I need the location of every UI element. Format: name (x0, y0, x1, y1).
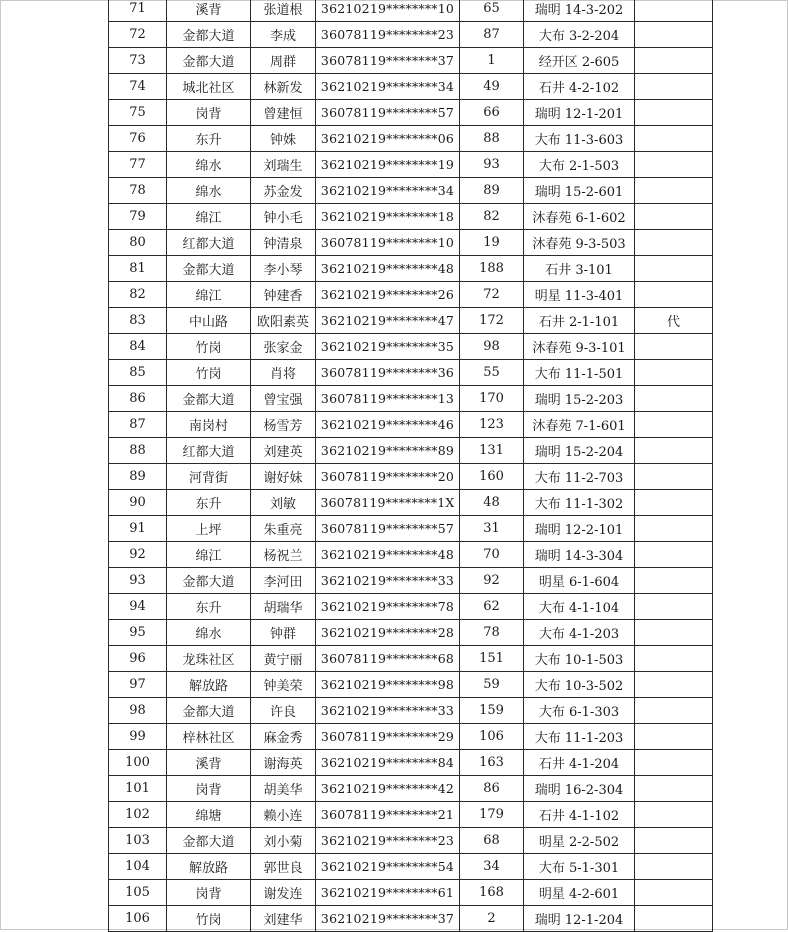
community-cell: 绵塘 (167, 802, 251, 828)
count-cell: 88 (460, 126, 524, 152)
table-row (109, 48, 713, 74)
note-cell (635, 698, 713, 724)
count-cell: 72 (460, 282, 524, 308)
count-cell: 159 (460, 698, 524, 724)
name-cell: 林新发 (251, 74, 316, 100)
table-row (109, 880, 713, 906)
note-cell (635, 204, 713, 230)
address-cell: 明星 4-2-601 (524, 880, 635, 906)
name-cell: 钟美荣 (251, 672, 316, 698)
count-cell: 163 (460, 750, 524, 776)
id-number-cell: 36210219********37 (316, 906, 460, 932)
id-number-cell: 36210219********61 (316, 880, 460, 906)
name-cell: 刘瑞生 (251, 152, 316, 178)
row-number-cell: 78 (109, 178, 167, 204)
community-cell: 东升 (167, 490, 251, 516)
id-number-cell: 36078119********37 (316, 48, 460, 74)
count-cell: 1 (460, 48, 524, 74)
row-number-cell: 98 (109, 698, 167, 724)
address-cell: 大布 5-1-301 (524, 854, 635, 880)
community-cell: 金都大道 (167, 828, 251, 854)
name-cell: 张道根 (251, 0, 316, 22)
community-cell: 红都大道 (167, 230, 251, 256)
name-cell: 钟群 (251, 620, 316, 646)
note-cell (635, 282, 713, 308)
count-cell: 172 (460, 308, 524, 334)
name-cell: 曾建恒 (251, 100, 316, 126)
count-cell: 98 (460, 334, 524, 360)
name-cell: 黄宁丽 (251, 646, 316, 672)
address-cell: 瑞明 12-2-101 (524, 516, 635, 542)
table-row (109, 100, 713, 126)
row-number-cell: 72 (109, 22, 167, 48)
id-number-cell: 36210219********48 (316, 542, 460, 568)
note-cell (635, 516, 713, 542)
note-cell (635, 542, 713, 568)
count-cell: 59 (460, 672, 524, 698)
count-cell: 106 (460, 724, 524, 750)
table-row (109, 620, 713, 646)
name-cell: 李成 (251, 22, 316, 48)
row-number-cell: 80 (109, 230, 167, 256)
count-cell: 87 (460, 22, 524, 48)
address-cell: 瑞明 14-3-202 (524, 0, 635, 22)
community-cell: 东升 (167, 594, 251, 620)
name-cell: 谢好妹 (251, 464, 316, 490)
table-row (109, 256, 713, 282)
name-cell: 朱重亮 (251, 516, 316, 542)
note-cell (635, 22, 713, 48)
note-cell (635, 230, 713, 256)
name-cell: 杨祝兰 (251, 542, 316, 568)
address-cell: 大布 3-2-204 (524, 22, 635, 48)
name-cell: 钟清泉 (251, 230, 316, 256)
community-cell: 竹岗 (167, 906, 251, 932)
community-cell: 竹岗 (167, 360, 251, 386)
address-cell: 瑞明 12-1-201 (524, 100, 635, 126)
address-cell: 明星 6-1-604 (524, 568, 635, 594)
id-number-cell: 36210219********23 (316, 828, 460, 854)
address-cell: 大布 4-1-104 (524, 594, 635, 620)
roster-body (109, 0, 713, 932)
table-row (109, 412, 713, 438)
table-row (109, 672, 713, 698)
count-cell: 31 (460, 516, 524, 542)
note-cell (635, 672, 713, 698)
id-number-cell: 36210219********19 (316, 152, 460, 178)
roster-table (108, 0, 713, 932)
address-cell: 大布 11-1-203 (524, 724, 635, 750)
community-cell: 竹岗 (167, 334, 251, 360)
table-row (109, 178, 713, 204)
table-row (109, 568, 713, 594)
name-cell: 欧阳素英 (251, 308, 316, 334)
address-cell: 瑞明 15-2-601 (524, 178, 635, 204)
note-cell (635, 620, 713, 646)
address-cell: 大布 11-1-501 (524, 360, 635, 386)
note-cell (635, 100, 713, 126)
address-cell: 大布 6-1-303 (524, 698, 635, 724)
community-cell: 金都大道 (167, 256, 251, 282)
address-cell: 大布 11-2-703 (524, 464, 635, 490)
address-cell: 石井 2-1-101 (524, 308, 635, 334)
name-cell: 肖将 (251, 360, 316, 386)
count-cell: 62 (460, 594, 524, 620)
note-cell (635, 646, 713, 672)
community-cell: 金都大道 (167, 22, 251, 48)
community-cell: 中山路 (167, 308, 251, 334)
id-number-cell: 36210219********54 (316, 854, 460, 880)
address-cell: 沐春苑 9-3-503 (524, 230, 635, 256)
table-row (109, 750, 713, 776)
row-number-cell: 73 (109, 48, 167, 74)
row-number-cell: 91 (109, 516, 167, 542)
count-cell: 66 (460, 100, 524, 126)
count-cell: 151 (460, 646, 524, 672)
name-cell: 钟姝 (251, 126, 316, 152)
id-number-cell: 36210219********46 (316, 412, 460, 438)
community-cell: 解放路 (167, 672, 251, 698)
community-cell: 绵水 (167, 620, 251, 646)
row-number-cell: 104 (109, 854, 167, 880)
table-row (109, 906, 713, 932)
table-row (109, 516, 713, 542)
table-row (109, 698, 713, 724)
id-number-cell: 36078119********1X (316, 490, 460, 516)
address-cell: 瑞明 15-2-203 (524, 386, 635, 412)
row-number-cell: 89 (109, 464, 167, 490)
table-row (109, 126, 713, 152)
table-row (109, 386, 713, 412)
note-cell: 代 (635, 308, 713, 334)
table-row (109, 308, 713, 334)
count-cell: 70 (460, 542, 524, 568)
id-number-cell: 36078119********57 (316, 100, 460, 126)
community-cell: 岗背 (167, 880, 251, 906)
row-number-cell: 87 (109, 412, 167, 438)
table-row (109, 74, 713, 100)
note-cell (635, 178, 713, 204)
note-cell (635, 464, 713, 490)
name-cell: 麻金秀 (251, 724, 316, 750)
id-number-cell: 36078119********57 (316, 516, 460, 542)
count-cell: 89 (460, 178, 524, 204)
name-cell: 郭世良 (251, 854, 316, 880)
id-number-cell: 36210219********18 (316, 204, 460, 230)
community-cell: 绵江 (167, 542, 251, 568)
name-cell: 张家金 (251, 334, 316, 360)
name-cell: 苏金发 (251, 178, 316, 204)
row-number-cell: 97 (109, 672, 167, 698)
note-cell (635, 906, 713, 932)
id-number-cell: 36210219********33 (316, 568, 460, 594)
id-number-cell: 36078119********21 (316, 802, 460, 828)
community-cell: 金都大道 (167, 48, 251, 74)
note-cell (635, 854, 713, 880)
id-number-cell: 36078119********13 (316, 386, 460, 412)
count-cell: 123 (460, 412, 524, 438)
row-number-cell: 93 (109, 568, 167, 594)
row-number-cell: 79 (109, 204, 167, 230)
row-number-cell: 85 (109, 360, 167, 386)
address-cell: 大布 10-3-502 (524, 672, 635, 698)
id-number-cell: 36210219********89 (316, 438, 460, 464)
address-cell: 沐春苑 6-1-602 (524, 204, 635, 230)
note-cell (635, 828, 713, 854)
note-cell (635, 594, 713, 620)
count-cell: 86 (460, 776, 524, 802)
table-row (109, 22, 713, 48)
table-row (109, 828, 713, 854)
row-number-cell: 106 (109, 906, 167, 932)
id-number-cell: 36210219********28 (316, 620, 460, 646)
table-row (109, 490, 713, 516)
note-cell (635, 386, 713, 412)
count-cell: 188 (460, 256, 524, 282)
count-cell: 49 (460, 74, 524, 100)
address-cell: 大布 11-3-603 (524, 126, 635, 152)
count-cell: 48 (460, 490, 524, 516)
community-cell: 金都大道 (167, 386, 251, 412)
note-cell (635, 880, 713, 906)
note-cell (635, 152, 713, 178)
name-cell: 周群 (251, 48, 316, 74)
address-cell: 明星 2-2-502 (524, 828, 635, 854)
note-cell (635, 490, 713, 516)
name-cell: 李小琴 (251, 256, 316, 282)
name-cell: 胡美华 (251, 776, 316, 802)
row-number-cell: 77 (109, 152, 167, 178)
row-number-cell: 101 (109, 776, 167, 802)
count-cell: 2 (460, 906, 524, 932)
table-row (109, 282, 713, 308)
name-cell: 刘建英 (251, 438, 316, 464)
note-cell (635, 48, 713, 74)
row-number-cell: 90 (109, 490, 167, 516)
row-number-cell: 100 (109, 750, 167, 776)
count-cell: 168 (460, 880, 524, 906)
row-number-cell: 105 (109, 880, 167, 906)
count-cell: 34 (460, 854, 524, 880)
id-number-cell: 36210219********84 (316, 750, 460, 776)
table-row (109, 776, 713, 802)
community-cell: 绵水 (167, 178, 251, 204)
note-cell (635, 750, 713, 776)
table-row (109, 542, 713, 568)
community-cell: 上坪 (167, 516, 251, 542)
row-number-cell: 81 (109, 256, 167, 282)
count-cell: 179 (460, 802, 524, 828)
community-cell: 金都大道 (167, 568, 251, 594)
id-number-cell: 36078119********23 (316, 22, 460, 48)
note-cell (635, 334, 713, 360)
community-cell: 溪背 (167, 750, 251, 776)
name-cell: 钟小毛 (251, 204, 316, 230)
community-cell: 南岗村 (167, 412, 251, 438)
row-number-cell: 75 (109, 100, 167, 126)
name-cell: 刘敏 (251, 490, 316, 516)
address-cell: 石井 3-101 (524, 256, 635, 282)
community-cell: 东升 (167, 126, 251, 152)
table-row (109, 0, 713, 22)
community-cell: 岗背 (167, 100, 251, 126)
table-row (109, 360, 713, 386)
id-number-cell: 36210219********34 (316, 178, 460, 204)
row-number-cell: 94 (109, 594, 167, 620)
count-cell: 55 (460, 360, 524, 386)
count-cell: 160 (460, 464, 524, 490)
count-cell: 131 (460, 438, 524, 464)
address-cell: 沐春苑 9-3-101 (524, 334, 635, 360)
row-number-cell: 103 (109, 828, 167, 854)
table-row (109, 802, 713, 828)
row-number-cell: 82 (109, 282, 167, 308)
name-cell: 许良 (251, 698, 316, 724)
id-number-cell: 36210219********48 (316, 256, 460, 282)
community-cell: 绵江 (167, 204, 251, 230)
table-row (109, 854, 713, 880)
address-cell: 沐春苑 7-1-601 (524, 412, 635, 438)
id-number-cell: 36210219********34 (316, 74, 460, 100)
count-cell: 82 (460, 204, 524, 230)
community-cell: 溪背 (167, 0, 251, 22)
note-cell (635, 0, 713, 22)
name-cell: 谢发连 (251, 880, 316, 906)
note-cell (635, 126, 713, 152)
name-cell: 谢海英 (251, 750, 316, 776)
community-cell: 河背街 (167, 464, 251, 490)
name-cell: 曾宝强 (251, 386, 316, 412)
community-cell: 龙珠社区 (167, 646, 251, 672)
id-number-cell: 36078119********36 (316, 360, 460, 386)
note-cell (635, 568, 713, 594)
table-row (109, 646, 713, 672)
row-number-cell: 83 (109, 308, 167, 334)
name-cell: 刘小菊 (251, 828, 316, 854)
row-number-cell: 86 (109, 386, 167, 412)
address-cell: 瑞明 14-3-304 (524, 542, 635, 568)
address-cell: 大布 4-1-203 (524, 620, 635, 646)
note-cell (635, 74, 713, 100)
count-cell: 92 (460, 568, 524, 594)
name-cell: 胡瑞华 (251, 594, 316, 620)
row-number-cell: 95 (109, 620, 167, 646)
row-number-cell: 74 (109, 74, 167, 100)
name-cell: 赖小连 (251, 802, 316, 828)
community-cell: 梓林社区 (167, 724, 251, 750)
table-row (109, 230, 713, 256)
row-number-cell: 92 (109, 542, 167, 568)
id-number-cell: 36078119********68 (316, 646, 460, 672)
row-number-cell: 88 (109, 438, 167, 464)
note-cell (635, 412, 713, 438)
id-number-cell: 36210219********10 (316, 0, 460, 22)
community-cell: 金都大道 (167, 698, 251, 724)
count-cell: 65 (460, 0, 524, 22)
table-row (109, 724, 713, 750)
name-cell: 杨雪芳 (251, 412, 316, 438)
id-number-cell: 36210219********35 (316, 334, 460, 360)
address-cell: 明星 11-3-401 (524, 282, 635, 308)
note-cell (635, 802, 713, 828)
community-cell: 红都大道 (167, 438, 251, 464)
note-cell (635, 438, 713, 464)
id-number-cell: 36210219********42 (316, 776, 460, 802)
note-cell (635, 256, 713, 282)
id-number-cell: 36078119********29 (316, 724, 460, 750)
count-cell: 19 (460, 230, 524, 256)
table-row (109, 204, 713, 230)
count-cell: 93 (460, 152, 524, 178)
address-cell: 石井 4-1-102 (524, 802, 635, 828)
id-number-cell: 36210219********78 (316, 594, 460, 620)
row-number-cell: 84 (109, 334, 167, 360)
id-number-cell: 36078119********20 (316, 464, 460, 490)
row-number-cell: 99 (109, 724, 167, 750)
table-row (109, 438, 713, 464)
table-row (109, 334, 713, 360)
address-cell: 石井 4-2-102 (524, 74, 635, 100)
community-cell: 岗背 (167, 776, 251, 802)
address-cell: 石井 4-1-204 (524, 750, 635, 776)
community-cell: 绵江 (167, 282, 251, 308)
name-cell: 钟建香 (251, 282, 316, 308)
id-number-cell: 36210219********26 (316, 282, 460, 308)
id-number-cell: 36210219********47 (316, 308, 460, 334)
address-cell: 瑞明 15-2-204 (524, 438, 635, 464)
community-cell: 绵水 (167, 152, 251, 178)
row-number-cell: 76 (109, 126, 167, 152)
note-cell (635, 776, 713, 802)
note-cell (635, 724, 713, 750)
row-number-cell: 96 (109, 646, 167, 672)
id-number-cell: 36210219********06 (316, 126, 460, 152)
id-number-cell: 36078119********10 (316, 230, 460, 256)
table-row (109, 464, 713, 490)
table-row (109, 594, 713, 620)
address-cell: 大布 10-1-503 (524, 646, 635, 672)
note-cell (635, 360, 713, 386)
community-cell: 解放路 (167, 854, 251, 880)
name-cell: 刘建华 (251, 906, 316, 932)
address-cell: 瑞明 16-2-304 (524, 776, 635, 802)
id-number-cell: 36210219********98 (316, 672, 460, 698)
address-cell: 经开区 2-605 (524, 48, 635, 74)
row-number-cell: 102 (109, 802, 167, 828)
count-cell: 78 (460, 620, 524, 646)
row-number-cell: 71 (109, 0, 167, 22)
table-row (109, 152, 713, 178)
community-cell: 城北社区 (167, 74, 251, 100)
name-cell: 李河田 (251, 568, 316, 594)
address-cell: 瑞明 12-1-204 (524, 906, 635, 932)
count-cell: 68 (460, 828, 524, 854)
id-number-cell: 36210219********33 (316, 698, 460, 724)
address-cell: 大布 2-1-503 (524, 152, 635, 178)
address-cell: 大布 11-1-302 (524, 490, 635, 516)
count-cell: 170 (460, 386, 524, 412)
